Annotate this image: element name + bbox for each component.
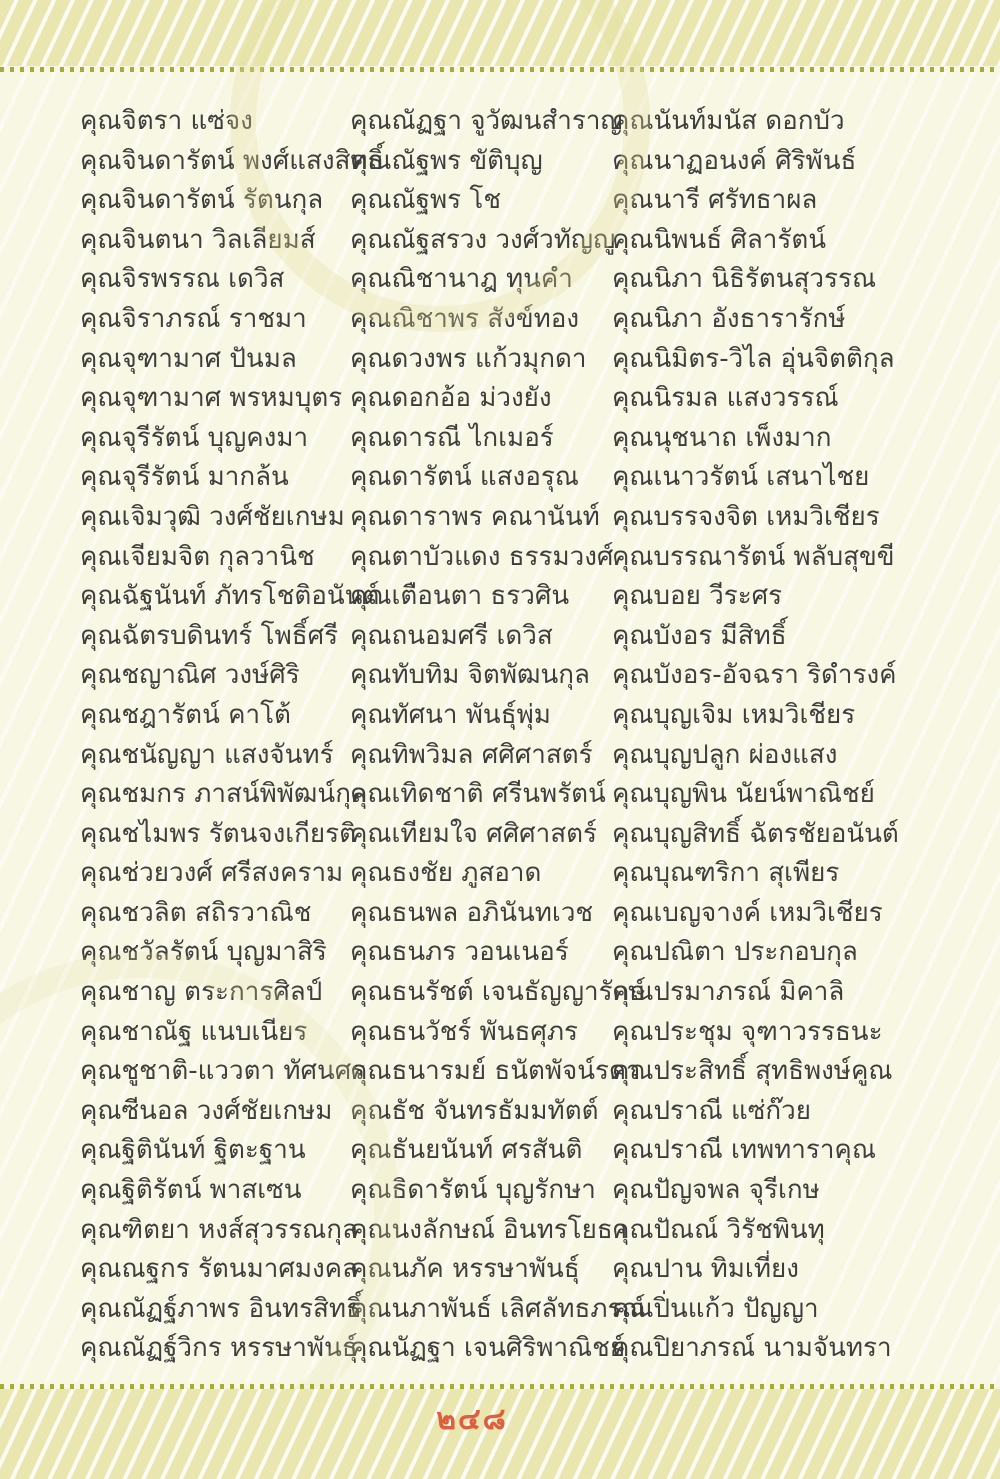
donor-name: คุณจิรพรรณ เดวิส [80,264,285,295]
donor-name: คุณนิรมล แสงวรรณ์ [612,383,839,414]
donor-name: คุณชูชาติ-แววตา ทัศนศร [80,1056,366,1087]
donor-name: คุณธันยนันท์ ศรสันติ [350,1135,583,1166]
donor-name: คุณปัญจพล จุรีเกษ [612,1175,820,1206]
donor-name: คุณบุญสิทธิ์ ฉัตรชัยอนันต์ [612,818,899,849]
donor-name: คุณชนัญญา แสงจันทร์ [80,739,334,770]
donor-name: คุณธนวัชร์ พันธศุภร [350,1016,579,1047]
donor-name: คุณชไมพร รัตนจงเกียรติ [80,818,357,849]
donor-name: คุณปิยาภรณ์ นามจันทรา [612,1333,892,1364]
donor-name: คุณจุฑามาศ ปันมล [80,343,297,374]
donor-name: คุณประชุม จุฑาวรรธนะ [612,1016,883,1047]
donor-name: คุณบุญพิน นัยน์พาณิชย์ [612,779,875,810]
donor-name: คุณถนอมศรี เดวิส [350,620,553,651]
donor-name: คุณธนรัชต์ เจนธัญญารักษ์ [350,977,646,1008]
donor-name: คุณจินดารัตน์ รัตนกุล [80,185,324,216]
donor-name: คุณณัฐพร โช [350,185,501,216]
donor-name: คุณณัฏฐา จูวัฒนสำราญ [350,106,623,136]
donor-name: คุณธิดารัตน์ บุญรักษา [350,1175,596,1206]
page-number: ๒๔๘ [436,1402,508,1437]
donor-name: คุณธงชัย ภูสอาด [350,858,542,889]
donor-name: คุณเจิมวุฒิ วงศ์ชัยเกษม [80,501,345,532]
donor-name: คุณเทียมใจ ศศิศาสตร์ [350,818,597,849]
donor-name: คุณชวัลรัตน์ บุญมาสิริ [80,937,327,968]
donor-name: คุณนารี ศรัทธาผล [612,185,818,216]
donor-name: คุณนภาพันธ์ เลิศลัทธภรณ์ [350,1293,646,1324]
name-column-1 [80,102,384,1369]
donor-name: คุณจิตรา แซ่จง [80,106,253,136]
donor-name: คุณปราณี เทพทาราคุณ [612,1135,876,1166]
donor-name: คุณนภัค หรรษาพันธุ์ [350,1254,580,1285]
donor-name: คุณฉัฐนันท์ ภัทรโชติอนันต์ [80,581,380,612]
donor-name: คุณชาณัฐ แนบเนียร [80,1016,308,1047]
donor-name: คุณปัณณ์ วิรัชพินทุ [612,1214,825,1245]
donor-name: คุณปราณี แซ่ก๊วย [612,1095,811,1126]
donor-name: คุณชญาณิศ วงษ์ศิริ [80,660,300,691]
donor-name: คุณจินดารัตน์ พงศ์แสงสิทธิ์ [80,145,384,176]
donor-name: คุณบอย วีระศร [612,581,783,612]
donor-name: คุณนิภา อังธารารักษ์ [612,303,846,334]
donor-name: คุณดารณี ไกเมอร์ [350,422,554,453]
donor-name: คุณประสิทธิ์ สุทธิพงษ์คูณ [612,1056,893,1087]
donor-name: คุณบุญปลูก ผ่องแสง [612,739,838,770]
donor-name: คุณนิมิตร-วิไล อุ่นจิตติกุล [612,343,895,374]
donor-name: คุณจิราภรณ์ ราชมา [80,303,307,334]
donor-name: คุณนาฏอนงค์ ศิริพันธ์ [612,145,857,176]
donor-name: คุณนิพนธ์ ศิลารัตน์ [612,224,826,255]
donor-name: คุณบังอร มีสิทธิ์ [612,620,787,651]
donor-name: คุณจุรีรัตน์ บุญคงมา [80,422,309,453]
donor-name: คุณบรรจงจิต เหมวิเชียร [612,501,880,532]
donor-name: คุณบังอร-อัจฉรา ริดำรงค์ [612,660,897,691]
donor-name: คุณธนารมย์ ธนัตพัจน์รดา [350,1056,641,1087]
donor-name: คุณจุฑามาศ พรหมบุตร [80,383,343,414]
donor-name: คุณฐิตินันท์ ฐิตะฐาน [80,1135,306,1166]
donor-name: คุณเตือนตา ธรวศิน [350,581,570,612]
donor-name: คุณธัช จันทรธัมมทัตต์ [350,1095,599,1126]
donor-name: คุณเจียมจิต กุลวานิช [80,541,315,572]
donor-name: คุณบรรณารัตน์ พลับสุขขี [612,541,895,572]
donor-name: คุณเทิดชาติ ศรีนพรัตน์ [350,779,606,810]
donor-name: คุณฑิตยา หงส์สุวรรณกุล [80,1214,358,1245]
donor-name: คุณซีนอล วงศ์ชัยเกษม [80,1095,333,1126]
donor-name: คุณช่วยวงศ์ ศรีสงคราม [80,858,344,889]
donor-name: คุณนัฏฐา เจนศิริพาณิชย์ [350,1333,626,1364]
donor-name: คุณฐิติรัตน์ พาสเซน [80,1175,302,1206]
donor-name: คุณจินตนา วิลเลียมส์ [80,224,316,255]
donor-name: คุณบุณฑริกา สุเพียร [612,858,840,889]
name-column-2 [350,102,646,1369]
top-border-band [0,0,1000,66]
donor-name: คุณเบญจางค์ เหมวิเชียร [612,897,883,928]
donor-name: คุณนันท์มนัส ดอกบัว [612,106,845,136]
donor-name: คุณธนพล อภินันทเวช [350,897,594,928]
name-column-3 [612,102,1000,1369]
donor-name: คุณนงลักษณ์ อินทรโยธา [350,1214,628,1245]
donor-name: คุณชมกร ภาสน์พิพัฒน์กุล [80,779,367,810]
donor-name: คุณทับทิม จิตพัฒนกุล [350,660,590,691]
donor-name: คุณดอกอ้อ ม่วงยัง [350,383,552,414]
donor-name: คุณณัฏฐ์วิกร หรรษาพันธุ์ [80,1333,358,1364]
donor-name: คุณทิพวิมล ศศิศาสตร์ [350,739,593,770]
donor-name: คุณณิชานาฎ ทุนคำ [350,264,573,295]
donor-name: คุณณัฏฐ์ภาพร อินทรสิทธิ์ [80,1293,362,1324]
donor-name: คุณนิภา นิธิรัตนสุวรรณ [612,264,877,295]
donor-name: คุณดารัตน์ แสงอรุณ [350,462,579,493]
donor-name: คุณบุญเจิม เหมวิเชียร [612,699,856,730]
donor-name: คุณณฐกร รัตนมาศมงคล [80,1254,358,1285]
donor-name: คุณณิชาพร สังข์ทอง [350,303,580,334]
donor-name: คุณปาน ทิมเที่ยง [612,1254,799,1285]
donor-name: คุณปิ่นแก้ว ปัญญา [612,1293,819,1324]
donor-name: คุณดวงพร แก้วมุกดา [350,343,587,374]
donor-name: คุณทัศนา พันธุ์พุ่ม [350,699,551,730]
donor-name: คุณณัฐสรวง วงศ์วทัญญู [350,224,616,255]
donor-name: คุณฉัตรบดินทร์ โพธิ์ศรี [80,620,339,651]
donor-name: คุณณัฐพร ขัติบุญ [350,145,543,176]
donor-name: คุณเนาวรัตน์ เสนาไชย [612,462,870,493]
donor-name: คุณนุชนาถ เพ็งมาก [612,422,832,453]
name-list-area [0,72,1000,1383]
donor-name: คุณธนภร วอนเนอร์ [350,937,569,968]
donor-name: คุณปณิตา ประกอบกุล [612,937,858,968]
donor-name: คุณชฎารัตน์ คาโต้ [80,699,291,730]
donor-name: คุณตาบัวแดง ธรรมวงศ์ [350,541,614,572]
donor-name: คุณดาราพร คณานันท์ [350,501,600,532]
donor-name: คุณปรมาภรณ์ มิคาลิ [612,977,845,1008]
donor-name: คุณจุรีรัตน์ มากล้น [80,462,289,493]
donor-name: คุณชาญ ตระการศิลป์ [80,977,323,1008]
donor-name: คุณชวลิต สถิรวาณิช [80,897,312,928]
